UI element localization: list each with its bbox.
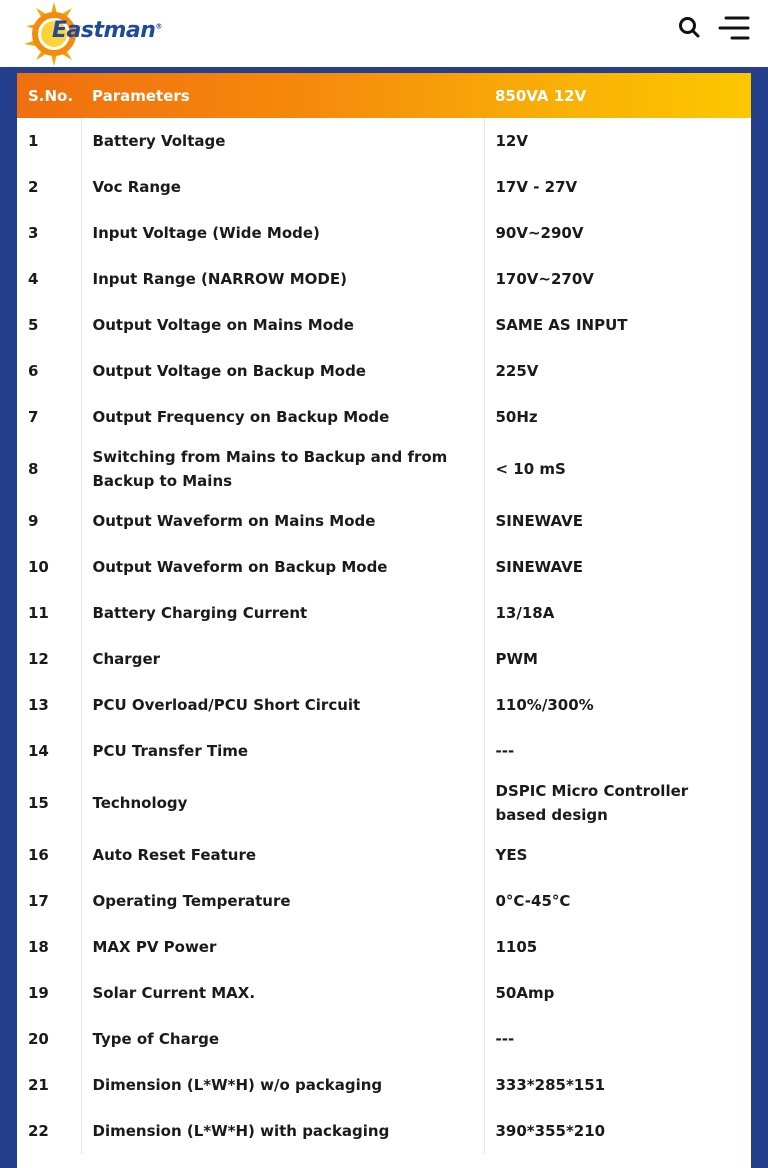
row-number: 12 [17,636,81,682]
specifications-table-container[interactable] [17,73,751,1168]
table-row [17,302,751,348]
row-number: 17 [17,878,81,924]
column-header-model: 850VA 12V [495,86,587,105]
row-number: 13 [17,682,81,728]
parameter-value: 90V~290V [495,224,584,242]
table-row [17,348,751,394]
table-row [17,394,751,440]
table-row [17,924,751,970]
table-row [17,590,751,636]
parameter-name: Switching from Mains to Backup and from Backup to Mains [81,440,484,498]
parameter-value: < 10 mS [495,460,566,478]
table-row [17,164,751,210]
parameter-value: 50Hz [495,408,538,426]
parameter-name: Battery Voltage [81,118,484,164]
table-row [17,1016,751,1062]
table-row [17,210,751,256]
parameter-value: 13/18A [495,604,555,622]
parameter-value: SINEWAVE [495,558,584,576]
row-number: 4 [17,256,81,302]
table-row [17,832,751,878]
parameter-value: 1105 [495,938,538,956]
column-header-parameters: Parameters [92,86,190,105]
row-number: 5 [17,302,81,348]
row-number: 19 [17,970,81,1016]
parameter-value: 12V [495,132,528,150]
table-row [17,118,751,164]
table-row [17,970,751,1016]
parameter-name: Voc Range [81,164,484,210]
parameter-value: 17V - 27V [495,178,578,196]
row-number: 18 [17,924,81,970]
specifications-table [17,73,751,1154]
row-number: 10 [17,544,81,590]
parameter-value: DSPIC Micro Controller based design [495,782,689,824]
parameter-value: 333*285*151 [495,1076,606,1094]
row-number: 20 [17,1016,81,1062]
row-number: 9 [17,498,81,544]
row-number: 2 [17,164,81,210]
eastman-logo[interactable] [14,0,164,66]
parameter-name: Type of Charge [81,1016,484,1062]
table-row [17,498,751,544]
parameter-value: 50Amp [495,984,555,1002]
parameter-name: Output Waveform on Backup Mode [81,544,484,590]
parameter-value: 170V~270V [495,270,594,288]
parameter-value: SINEWAVE [495,512,584,530]
table-row [17,256,751,302]
parameter-name: PCU Transfer Time [81,728,484,774]
parameter-value: --- [495,1030,515,1048]
table-row [17,440,751,498]
row-number: 6 [17,348,81,394]
parameter-name: Output Voltage on Backup Mode [81,348,484,394]
table-row [17,728,751,774]
parameter-value: 390*355*210 [495,1122,606,1140]
parameter-value: YES [495,846,528,864]
parameter-name: Solar Current MAX. [81,970,484,1016]
site-header [0,0,768,67]
row-number: 22 [17,1108,81,1154]
column-header-sno: S.No. [28,86,74,105]
parameter-value: PWM [495,650,538,668]
table-row [17,682,751,728]
search-icon[interactable] [677,15,701,39]
parameter-name: Battery Charging Current [81,590,484,636]
row-number: 11 [17,590,81,636]
parameter-value: 0°C-45°C [495,892,571,910]
parameter-name: PCU Overload/PCU Short Circuit [81,682,484,728]
row-number: 8 [17,440,81,498]
parameter-value: SAME AS INPUT [495,316,628,334]
table-row [17,878,751,924]
row-number: 16 [17,832,81,878]
table-row [17,636,751,682]
parameter-value: --- [495,742,515,760]
row-number: 7 [17,394,81,440]
parameter-name: Dimension (L*W*H) w/o packaging [81,1062,484,1108]
row-number: 1 [17,118,81,164]
table-row [17,774,751,832]
table-header-row [17,73,751,118]
parameter-name: Input Voltage (Wide Mode) [81,210,484,256]
parameter-name: Dimension (L*W*H) with packaging [81,1108,484,1154]
menu-icon[interactable] [718,14,750,42]
logo-wordmark: Eastman® [52,18,162,43]
parameter-name: Output Frequency on Backup Mode [81,394,484,440]
parameter-name: Output Voltage on Mains Mode [81,302,484,348]
row-number: 21 [17,1062,81,1108]
parameter-name: Operating Temperature [81,878,484,924]
parameter-name: Technology [81,774,484,832]
row-number: 14 [17,728,81,774]
row-number: 3 [17,210,81,256]
parameter-name: Charger [81,636,484,682]
parameter-name: MAX PV Power [81,924,484,970]
parameter-name: Auto Reset Feature [81,832,484,878]
table-row [17,1062,751,1108]
parameter-value: 225V [495,362,539,380]
table-row [17,1108,751,1154]
row-number: 15 [17,774,81,832]
parameter-name: Output Waveform on Mains Mode [81,498,484,544]
parameter-name: Input Range (NARROW MODE) [81,256,484,302]
parameter-value: 110%/300% [495,696,594,714]
table-row [17,544,751,590]
